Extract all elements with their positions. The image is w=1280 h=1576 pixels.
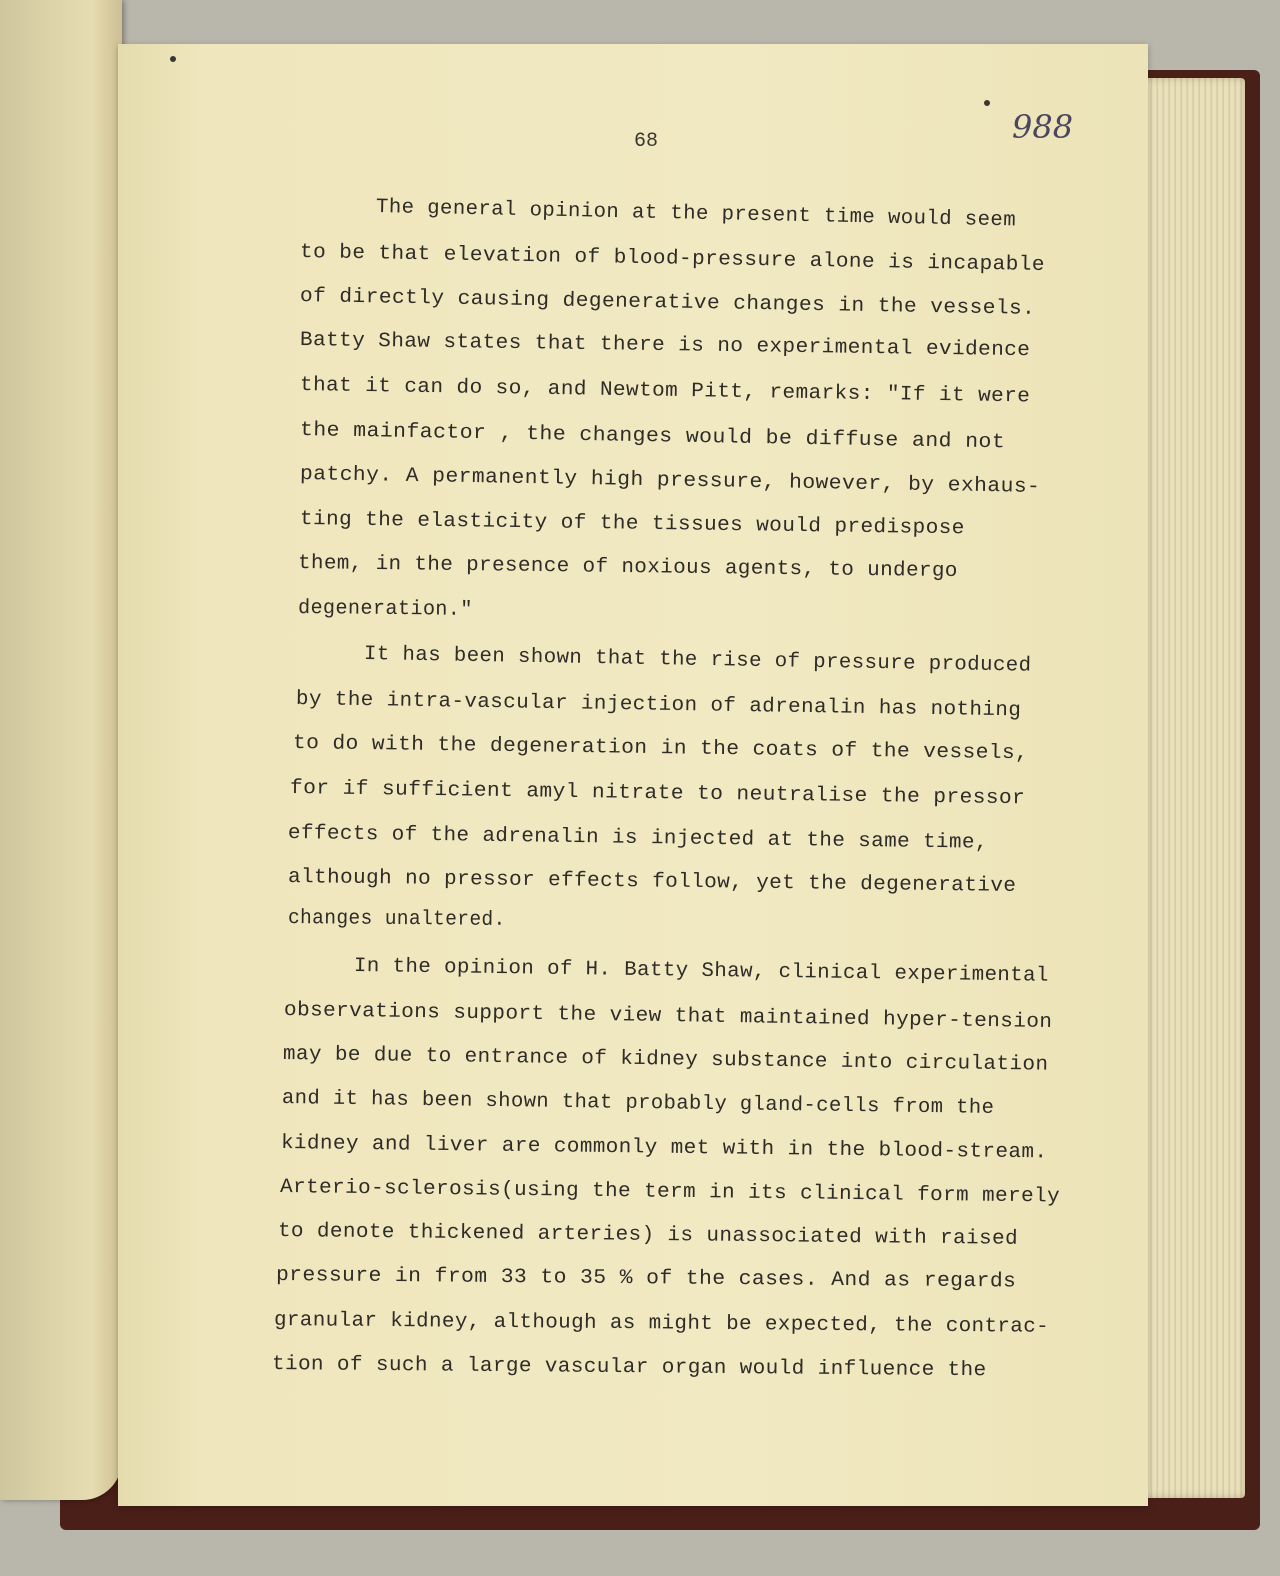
text-line: to be that elevation of blood-pressure alone is incapable [299, 241, 1046, 278]
text-line: effects of the adrenalin is injected at the same time, [287, 822, 989, 855]
text-line: may be due to entrance of kidney substance into circulation [282, 1043, 1049, 1077]
text-line: tion of such a large vascular organ would influence the [271, 1353, 987, 1383]
text-line: Batty Shaw states that there is no experimental evidence [299, 329, 1031, 363]
text-line: of directly causing degenerative changes in the vessels. [299, 285, 1036, 321]
text-line: degeneration." [297, 597, 473, 622]
text-line: that it can do so, and Newtom Pitt, remarks: "If it were [299, 374, 1031, 409]
text-line: In the opinion of H. Batty Shaw, clinical experimental [353, 955, 1050, 988]
text-line: changes unaltered. [287, 907, 506, 932]
text-line: ting the elasticity of the tissues would predispose [299, 508, 965, 541]
page-speck [984, 100, 990, 106]
text-line: to denote thickened arteries) is unassociated with raised [277, 1220, 1019, 1251]
text-line: The general opinion at the present time would seem [375, 196, 1017, 233]
text-line: pressure in from 33 to 35 % of the cases. And as regards [275, 1264, 1017, 1294]
text-line: kidney and liver are commonly met with in the blood-stream. [280, 1132, 1048, 1165]
text-line: to do with the degeneration in the coats of the vessels, [292, 732, 1029, 766]
handwritten-folio-number: 988 [1012, 108, 1074, 146]
page-edges [1135, 78, 1245, 1498]
left-facing-page [0, 0, 122, 1500]
page-speck [170, 56, 176, 62]
text-line: observations support the view that maintained hyper-tension [283, 999, 1053, 1035]
text-line: Arterio-sclerosis(using the term in its clinical form merely [279, 1176, 1061, 1209]
text-line: them, in the presence of noxious agents, to undergo [297, 552, 958, 584]
text-line: and it has been shown that probably gland-cells from the [281, 1087, 995, 1120]
page-number: 68 [634, 130, 659, 153]
text-line: patchy. A permanently high pressure, however, by exhaus- [299, 463, 1041, 499]
text-line: by the intra-vascular injection of adrenalin has nothing [295, 688, 1022, 723]
text-line: although no pressor effects follow, yet the degenerative [287, 866, 1017, 898]
text-line: It has been shown that the rise of pressure produced [363, 643, 1032, 678]
text-line: for if sufficient amyl nitrate to neutralise the pressor [289, 777, 1026, 811]
text-line: granular kidney, although as might be expected, the contrac- [273, 1309, 1050, 1339]
text-line: the mainfactor , the changes would be diffuse and not [299, 419, 1006, 455]
